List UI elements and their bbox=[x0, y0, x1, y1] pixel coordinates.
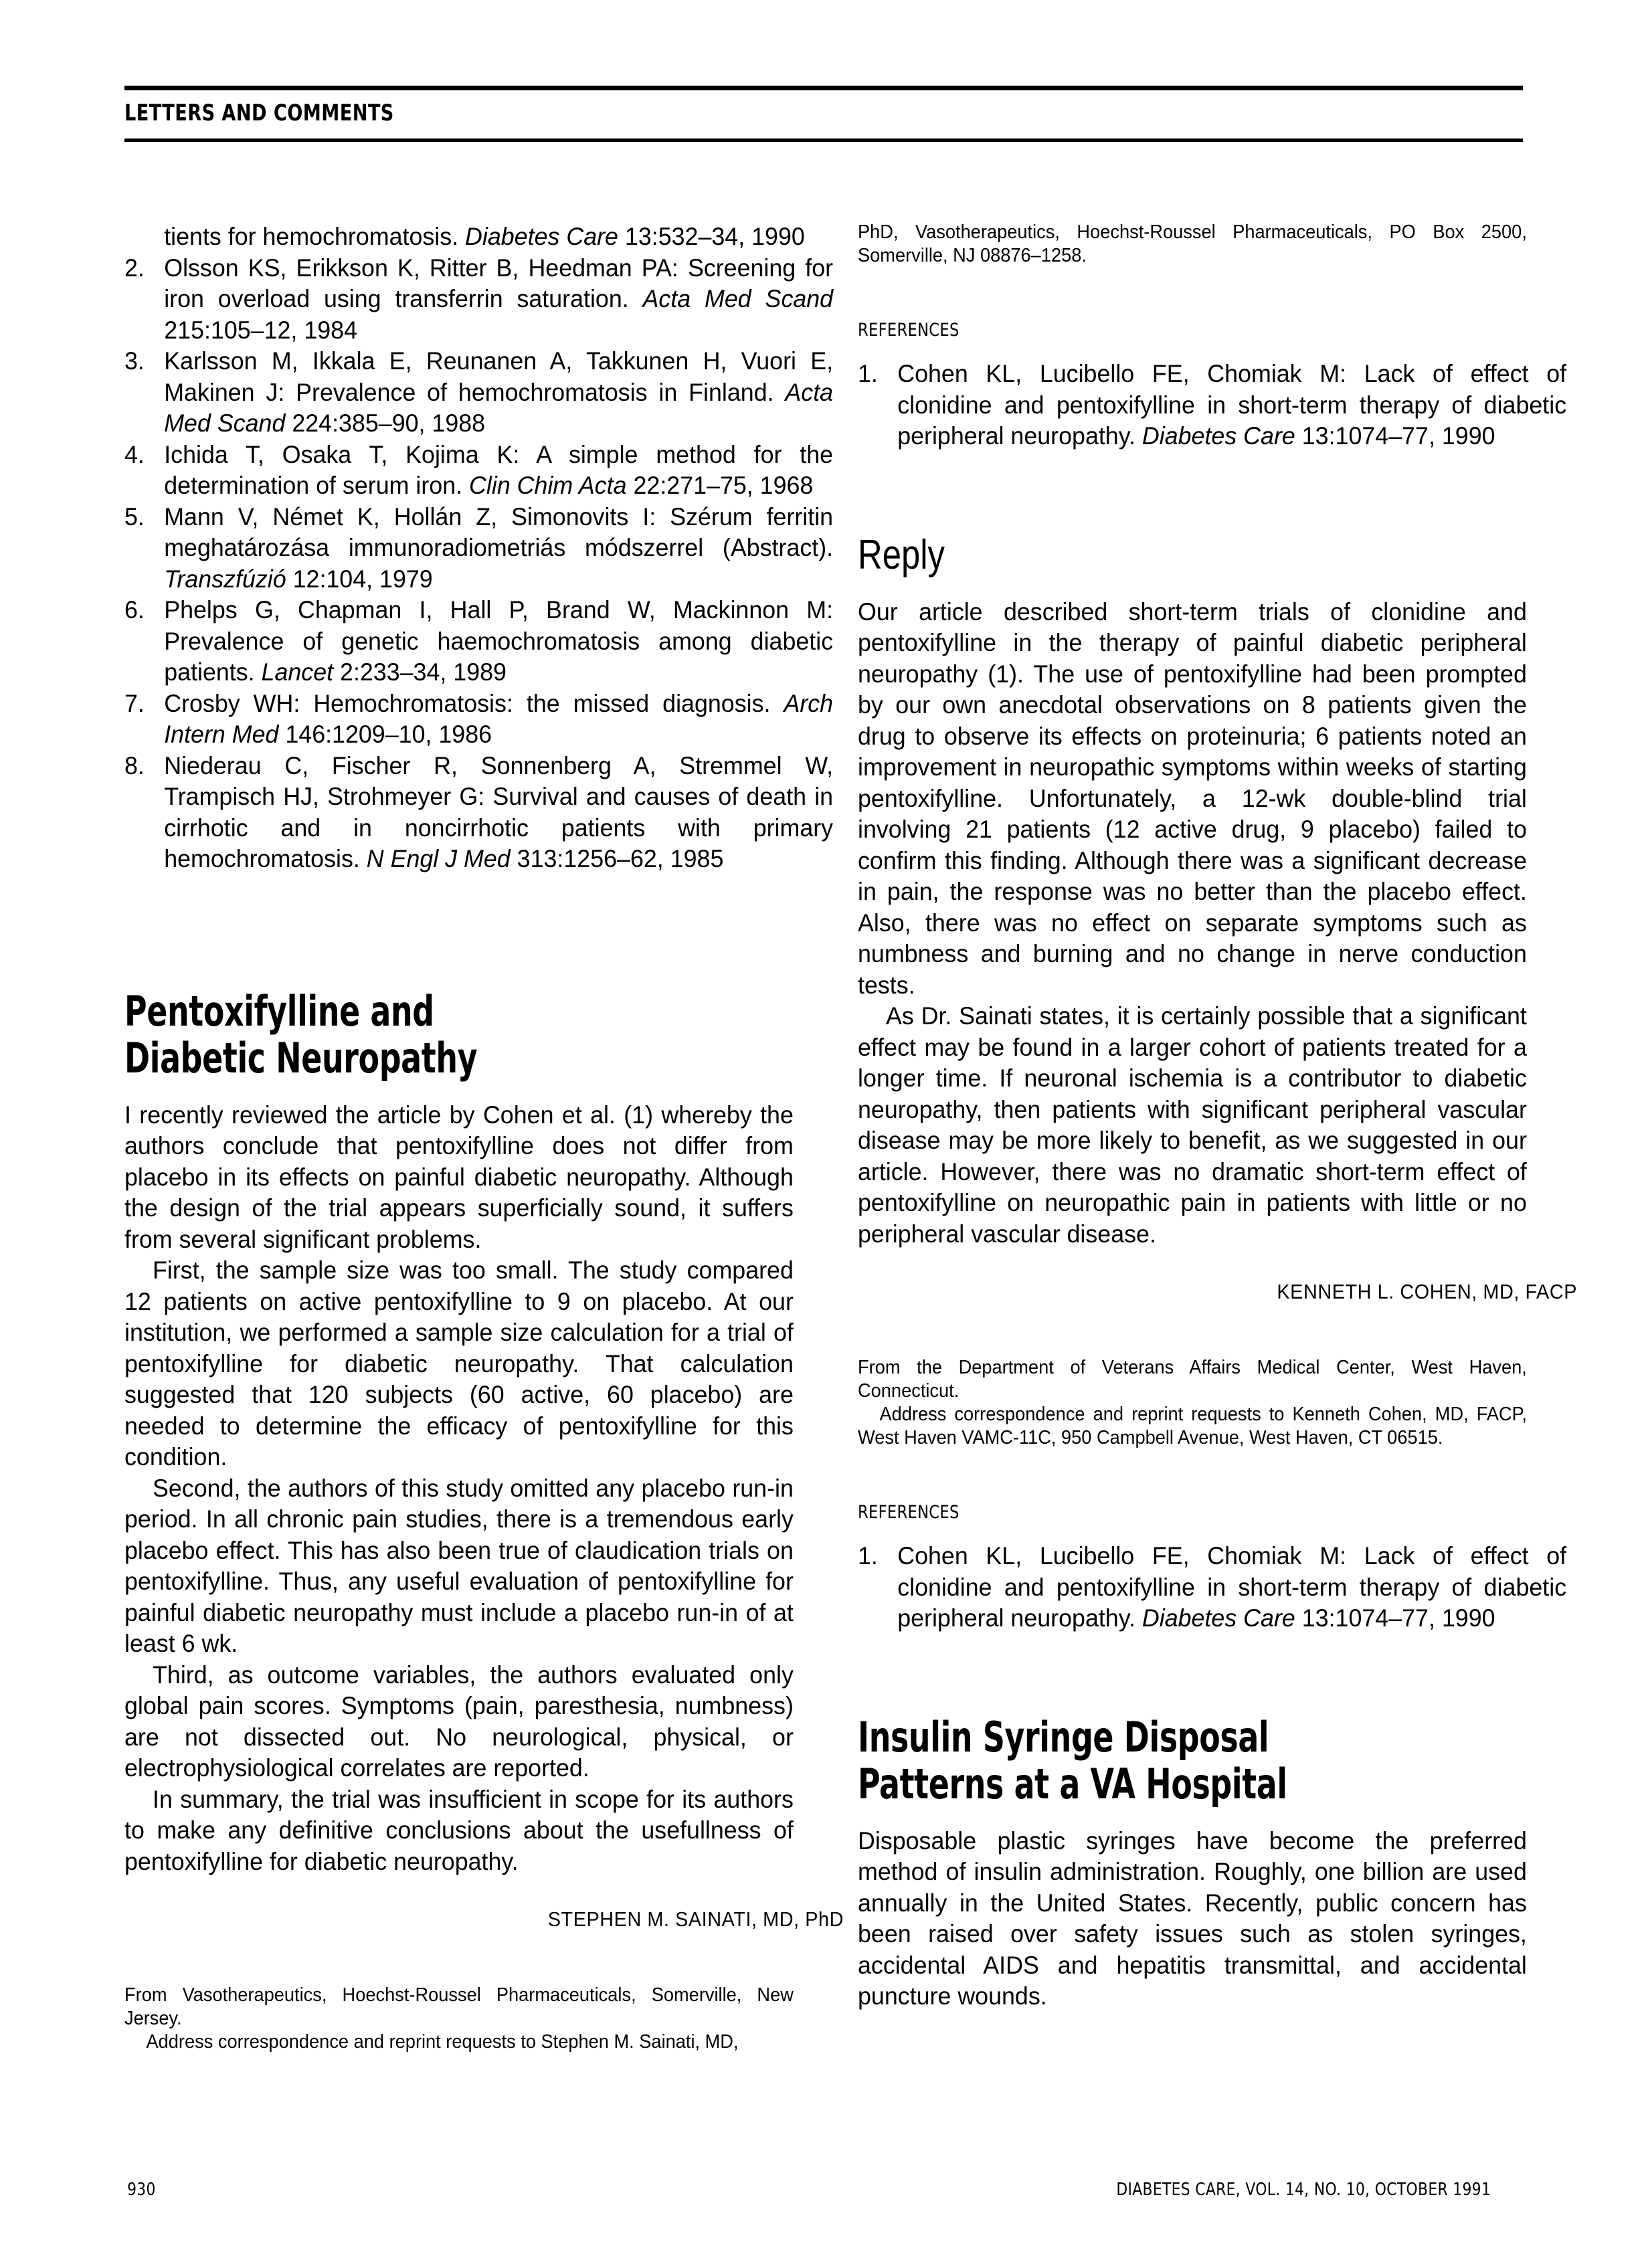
spacer bbox=[858, 268, 1527, 320]
reference-text: Olsson KS, Erikkson K, Ritter B, Heedman PA: Screening for iron overload using transferrin saturation. Acta Med Scand 215:105–12, 1984 bbox=[164, 253, 834, 344]
reference-number: 2. bbox=[124, 253, 145, 282]
reference-number: 6. bbox=[124, 595, 145, 624]
reference-text: Ichida T, Osaka T, Kojima K: A simple method for the determination of serum iron. Clin Chim Acta 22:271–75, 1968 bbox=[164, 440, 834, 499]
reference-continuation: tients for hemochromatosis. Diabetes Care 13:532–34, 1990 bbox=[164, 222, 805, 250]
journal-citation: DIABETES CARE, VOL. 14, NO. 10, OCTOBER 1991 bbox=[1116, 2180, 1491, 2200]
next-article-title-line-2: Patterns at a VA Hospital bbox=[858, 1759, 1287, 1808]
article-paragraph: In summary, the trial was insufficient in scope for its authors to make any definitive conclusions about the usefullness of pentoxifylline for diabetic neuropathy. bbox=[124, 1784, 794, 1875]
page-footer bbox=[124, 2180, 1527, 2200]
spacer bbox=[124, 1877, 794, 1907]
reference-item bbox=[124, 439, 833, 501]
reference-item bbox=[124, 252, 833, 346]
reference-text: Karlsson M, Ikkala E, Reunanen A, Takkunen H, Vuori E, Makinen J: Prevalence of hemochromatosis in Finland. Acta Med Scand 224:385–90, 1988 bbox=[164, 347, 834, 437]
spacer bbox=[858, 452, 1527, 532]
reference-text: Cohen KL, Lucibello FE, Chomiak M: Lack of effect of clonidine and pentoxifylline in short-term therapy of diabetic peripheral neuropathy. Diabetes Care 13:1074–77, 1990 bbox=[897, 359, 1567, 450]
reference-item bbox=[858, 1540, 1566, 1634]
next-article-title-line-1: Insulin Syringe Disposal bbox=[858, 1712, 1269, 1762]
rule-above-running-head bbox=[124, 86, 1523, 90]
reference-number: 4. bbox=[124, 440, 145, 468]
reply-paragraph: Our article described short-term trials of clonidine and pentoxifylline in the therapy of painful diabetic peripheral neuropathy (1). The use of pentoxifylline had been prompted by our own anecdotal observations on 8 patients given the drug to observe its effects on proteinuria; 6 patients noted an improvement in neuropathic symptoms within weeks of starting pentoxifylline. Unfortunately, a 12-wk double-blind trial involving 21 patients (12 active drug, 9 placebo) failed to confirm this finding. Although there was a significant decrease in pain, the response was no better than the placebo effect. Also, there was no effect on separate symptoms such as numbness and burning and no change in nerve conduction tests. bbox=[858, 597, 1527, 999]
rule-below-running-head bbox=[124, 138, 1523, 142]
reference-number: 8. bbox=[124, 751, 145, 779]
reference-number: 3. bbox=[124, 347, 145, 375]
spacer bbox=[858, 341, 1527, 358]
reference-number: 1. bbox=[858, 359, 878, 387]
spacer bbox=[858, 1523, 1527, 1540]
reference-text: Cohen KL, Lucibello FE, Chomiak M: Lack of effect of clonidine and pentoxifylline in short-term therapy of diabetic peripheral neuropathy. Diabetes Care 13:1074–77, 1990 bbox=[897, 1541, 1567, 1632]
reference-item bbox=[124, 501, 833, 595]
footnote-address-continued: PhD, Vasotherapeutics, Hoechst-Roussel Pharmaceuticals, PO Box 2500, Somerville, NJ 08876–1258. bbox=[858, 221, 1527, 266]
reference-item bbox=[124, 750, 833, 874]
right-column bbox=[858, 221, 1577, 2012]
article-paragraph: Second, the authors of this study omitted any placebo run-in period. In all chronic pain studies, there is a tremendous early placebo effect. This has also been true of claudication trials on pentoxifylline. Thus, any useful evaluation of pentoxifylline for painful diabetic neuropathy must include a placebo run-in of at least 6 wk. bbox=[124, 1473, 794, 1657]
reference-number: 1. bbox=[858, 1541, 878, 1570]
spacer bbox=[124, 1082, 794, 1099]
reply-title: Reply bbox=[858, 531, 945, 578]
reference-number: 5. bbox=[124, 502, 145, 531]
spacer bbox=[858, 1634, 1527, 1714]
reference-text: Mann V, Német K, Hollán Z, Simonovits I: Szérum ferritin meghatározása immunoradiometriás módszerrel (Abstract). Transzfúzió 12:104, 1979 bbox=[164, 502, 834, 593]
running-head bbox=[124, 86, 1523, 142]
reference-text: Niederau C, Fischer R, Sonnenberg A, Stremmel W, Trampisch HJ, Strohmeyer G: Survival and causes of death in cirrhotic and in noncirrhotic patients with primary hemochromatosis. N Engl J Med 313:1256–62, 1985 bbox=[164, 751, 834, 872]
spacer bbox=[124, 1931, 794, 1984]
spacer bbox=[124, 874, 794, 988]
reference-item bbox=[858, 358, 1566, 452]
reference-text: Crosby WH: Hemochromatosis: the missed diagnosis. Arch Intern Med 146:1209–10, 1986 bbox=[164, 688, 834, 748]
reference-text: Phelps G, Chapman I, Hall P, Brand W, Mackinnon M: Prevalence of genetic haemochromatosis among diabetic patients. Lancet 2:233–34, 1989 bbox=[164, 595, 834, 686]
next-article-paragraph: Disposable plastic syringes have become the preferred method of insulin administration. Roughly, one billion are used annually in the United States. Recently, public concern has been raised over safety issues such as stolen syringes, accidental AIDS and hepatitis transmittal, and accidental puncture wounds. bbox=[858, 1826, 1527, 2010]
author-signature: STEPHEN M. SAINATI, MD, PhD bbox=[547, 1907, 844, 1931]
footnote-address: Address correspondence and reprint requests to Stephen M. Sainati, MD, bbox=[146, 2031, 739, 2053]
references-heading: REFERENCES bbox=[858, 320, 959, 341]
footnote-affiliation: From the Department of Veterans Affairs Medical Center, West Haven, Connecticut. bbox=[858, 1357, 1527, 1402]
reference-item bbox=[124, 688, 833, 750]
author-signature: KENNETH L. COHEN, MD, FACP bbox=[1277, 1280, 1577, 1303]
reference-number: 7. bbox=[124, 688, 145, 717]
article-paragraph: I recently reviewed the article by Cohen et al. (1) whereby the authors conclude that pentoxifylline does not differ from placebo in its effects on painful diabetic neuropathy. Although the design of the trial appears superficially sound, it suffers from several significant problems. bbox=[124, 1100, 794, 1253]
spacer bbox=[858, 1249, 1527, 1280]
reply-paragraph: As Dr. Sainati states, it is certainly possible that a significant effect may be found in a larger cohort of patients treated for a longer time. If neuronal ischemia is a contributor to diabetic neuropathy, then patients with significant peripheral vascular disease may be more likely to benefit, as we suggested in our article. However, there was no dramatic short-term effect of pentoxifylline on neuropathic pain in patients with little or no peripheral vascular disease. bbox=[858, 1002, 1527, 1248]
reference-item bbox=[124, 345, 833, 439]
spacer bbox=[858, 1808, 1527, 1825]
footnote-affiliation: From Vasotherapeutics, Hoechst-Roussel Pharmaceuticals, Somerville, New Jersey. bbox=[124, 1984, 794, 2029]
spacer bbox=[858, 579, 1527, 596]
page-number: 930 bbox=[127, 2180, 156, 2200]
footnote-address: Address correspondence and reprint requests to Kenneth Cohen, MD, FACP, West Haven VAMC-11C, 950 Campbell Avenue, West Haven, CT 06515. bbox=[858, 1404, 1527, 1448]
article-paragraph: First, the sample size was too small. The study compared 12 patients on active pentoxifylline to 9 on placebo. At our institution, we performed a sample size calculation for a trial of pentoxifylline for diabetic neuropathy. That calculation suggested that 120 subjects (60 active, 60 placebo) are needed to determine the efficacy of pentoxifylline for this condition. bbox=[124, 1256, 794, 1471]
spacer bbox=[858, 1304, 1527, 1356]
spacer bbox=[858, 1450, 1527, 1502]
article-title-line-1: Pentoxifylline and bbox=[124, 986, 434, 1036]
running-head-text: LETTERS AND COMMENTS bbox=[124, 100, 394, 126]
left-column bbox=[124, 221, 844, 2054]
article-title-line-2: Diabetic Neuropathy bbox=[124, 1033, 478, 1082]
reference-item bbox=[124, 594, 833, 688]
left-reference-list bbox=[124, 221, 834, 874]
references-heading: REFERENCES bbox=[858, 1502, 959, 1523]
article-paragraph: Third, as outcome variables, the authors evaluated only global pain scores. Symptoms (pain, paresthesia, numbness) are not dissected out. No neurological, physical, or electrophysiological correlates are reported. bbox=[124, 1660, 794, 1782]
